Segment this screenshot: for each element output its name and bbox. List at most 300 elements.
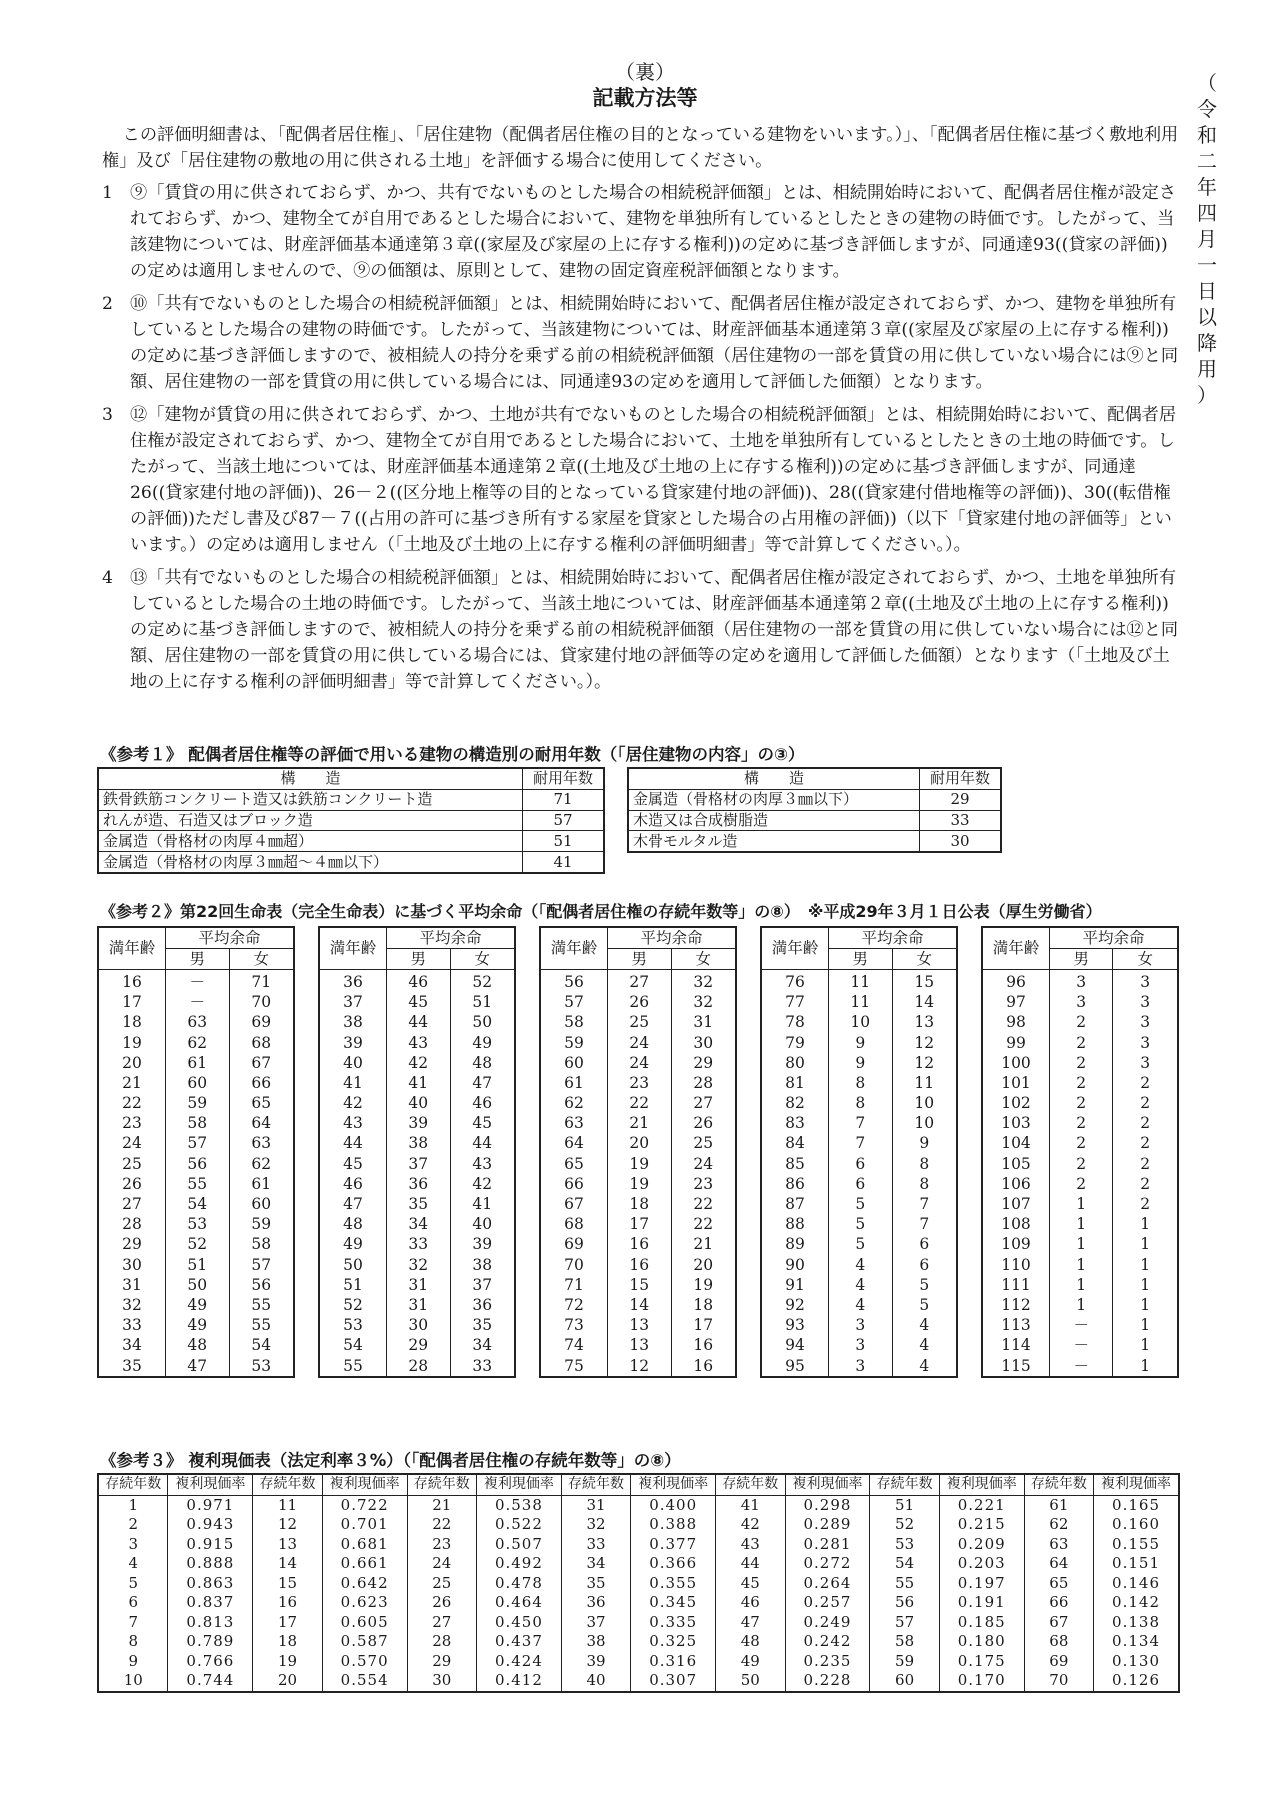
- duration-cell: 5: [98, 1574, 168, 1594]
- male-cell: 2: [1050, 1094, 1113, 1114]
- male-cell: 1: [1050, 1215, 1113, 1235]
- structure-row: [628, 831, 1001, 852]
- pv-row: [98, 1495, 1179, 1515]
- male-cell: 24: [608, 1053, 672, 1073]
- life-row: [761, 1013, 957, 1033]
- female-cell: 33: [450, 1356, 515, 1377]
- life-row: [98, 1215, 294, 1235]
- male-cell: 2: [1050, 1053, 1113, 1073]
- male-cell: 37: [387, 1154, 451, 1174]
- female-cell: 8: [892, 1154, 957, 1174]
- col-duration: 存続年数: [253, 1474, 322, 1495]
- instruction-item: [102, 402, 1182, 558]
- age-cell: 111: [982, 1275, 1050, 1295]
- structure-name: 金属造（骨格材の肉厚３㎜以下）: [628, 789, 920, 810]
- age-cell: 99: [982, 1033, 1050, 1053]
- male-cell: 1: [1050, 1194, 1113, 1214]
- pv-rate-cell: 0.605: [322, 1613, 407, 1633]
- male-cell: 18: [608, 1194, 672, 1214]
- age-cell: 74: [540, 1336, 608, 1356]
- structure-name: 金属造（骨格材の肉厚３㎜超～４㎜以下）: [98, 852, 523, 873]
- female-cell: 40: [450, 1215, 515, 1235]
- pv-rate-cell: 0.249: [785, 1613, 870, 1633]
- male-cell: 26: [608, 993, 672, 1013]
- male-cell: 10: [829, 1013, 893, 1033]
- life-row: [982, 1275, 1178, 1295]
- age-cell: 46: [319, 1174, 387, 1194]
- female-cell: 39: [450, 1235, 515, 1255]
- female-cell: 71: [229, 970, 294, 993]
- structure-row: [98, 852, 604, 873]
- col-structure: 構 造: [98, 768, 523, 789]
- male-cell: 60: [166, 1073, 230, 1093]
- age-cell: 78: [761, 1013, 829, 1033]
- female-cell: 4: [892, 1356, 957, 1377]
- female-cell: 7: [892, 1215, 957, 1235]
- female-cell: 6: [892, 1255, 957, 1275]
- side-note-char: 月: [1197, 227, 1217, 251]
- life-row: [982, 1053, 1178, 1073]
- life-row: [98, 1174, 294, 1194]
- duration-cell: 14: [253, 1554, 322, 1574]
- life-row: [540, 993, 736, 1013]
- pv-row: [98, 1613, 1179, 1633]
- life-row: [982, 1094, 1178, 1114]
- male-cell: 54: [166, 1194, 230, 1214]
- age-cell: 81: [761, 1073, 829, 1093]
- pv-rate-cell: 0.424: [477, 1652, 562, 1672]
- duration-cell: 61: [1024, 1495, 1093, 1515]
- life-row: [761, 1094, 957, 1114]
- col-pv-rate: 複利現価率: [785, 1474, 870, 1495]
- age-cell: 100: [982, 1053, 1050, 1073]
- male-cell: 34: [387, 1215, 451, 1235]
- life-row: [319, 1134, 515, 1154]
- duration-cell: 19: [253, 1652, 322, 1672]
- male-cell: －: [166, 970, 230, 993]
- male-cell: 30: [387, 1316, 451, 1336]
- item-text: ⑬「共有でないものとした場合の相続税評価額」とは、相続開始時において、配偶者居住権が設定されておらず、かつ、土地を単独所有しているとした場合の土地の時価です。したがって、当該土地については、財産評価基本通達第２章((土地及び土地の上に存する権利))の定めに基づき評価しますので、被相続人の持分を乗ずる前の相続税評価額（居住建物の一部を賃貸の用に供していない場合には⑫と同額、居住建物の一部を賃貸の用に供している場合には、貸家建付地の評価等の定めを適用して評価した価額）となります（「土地及び土地の上に存する権利の評価明細書」等で計算してください。）。: [130, 568, 1179, 692]
- pv-rate-cell: 0.863: [168, 1574, 253, 1594]
- pv-rate-cell: 0.264: [785, 1574, 870, 1594]
- pv-rate-cell: 0.165: [1094, 1495, 1179, 1515]
- pv-rate-cell: 0.180: [939, 1632, 1024, 1652]
- life-row: [982, 1255, 1178, 1275]
- pv-rate-cell: 0.235: [785, 1652, 870, 1672]
- female-cell: 61: [229, 1174, 294, 1194]
- duration-cell: 16: [253, 1593, 322, 1613]
- pv-rate-cell: 0.335: [631, 1613, 716, 1633]
- pv-rate-cell: 0.377: [631, 1535, 716, 1555]
- life-row: [540, 1154, 736, 1174]
- age-cell: 91: [761, 1275, 829, 1295]
- duration-cell: 60: [870, 1671, 939, 1692]
- age-cell: 52: [319, 1295, 387, 1315]
- male-cell: 2: [1050, 1154, 1113, 1174]
- female-cell: 5: [892, 1295, 957, 1315]
- side-note-char: 二: [1197, 149, 1217, 173]
- age-cell: 114: [982, 1336, 1050, 1356]
- age-cell: 66: [540, 1174, 608, 1194]
- col-pv-rate: 複利現価率: [631, 1474, 716, 1495]
- life-row: [98, 1094, 294, 1114]
- life-row: [761, 1053, 957, 1073]
- structure-years: 51: [523, 831, 605, 852]
- life-row: [319, 1114, 515, 1134]
- female-cell: 35: [450, 1316, 515, 1336]
- male-cell: 39: [387, 1114, 451, 1134]
- pv-rate-cell: 0.281: [785, 1535, 870, 1555]
- pv-rate-cell: 0.971: [168, 1495, 253, 1515]
- female-cell: 3: [1113, 970, 1178, 993]
- female-cell: 14: [892, 993, 957, 1013]
- col-male: 男: [387, 949, 451, 970]
- female-cell: 51: [450, 993, 515, 1013]
- female-cell: 8: [892, 1174, 957, 1194]
- structure-years: 30: [920, 831, 1002, 852]
- structure-name: 木骨モルタル造: [628, 831, 920, 852]
- female-cell: 47: [450, 1073, 515, 1093]
- female-cell: 12: [892, 1053, 957, 1073]
- age-cell: 80: [761, 1053, 829, 1073]
- pv-rate-cell: 0.570: [322, 1652, 407, 1672]
- female-cell: 46: [450, 1094, 515, 1114]
- age-cell: 37: [319, 993, 387, 1013]
- pv-rate-cell: 0.642: [322, 1574, 407, 1594]
- male-cell: 35: [387, 1194, 451, 1214]
- life-row: [982, 970, 1178, 993]
- male-cell: 50: [166, 1275, 230, 1295]
- male-cell: 43: [387, 1033, 451, 1053]
- pv-rate-cell: 0.623: [322, 1593, 407, 1613]
- ref1-title: 《参考１》 配偶者居住権等の評価で用いる建物の構造別の耐用年数（「居住建物の内容」の③）: [100, 745, 805, 764]
- duration-cell: 35: [561, 1574, 630, 1594]
- age-cell: 32: [98, 1295, 166, 1315]
- duration-cell: 50: [716, 1671, 785, 1692]
- col-pv-rate: 複利現価率: [939, 1474, 1024, 1495]
- pv-rate-cell: 0.766: [168, 1652, 253, 1672]
- male-cell: 22: [608, 1094, 672, 1114]
- pv-rate-cell: 0.138: [1094, 1613, 1179, 1633]
- instruction-list: [102, 180, 1182, 695]
- life-row: [761, 1336, 957, 1356]
- female-cell: 55: [229, 1295, 294, 1315]
- duration-cell: 10: [98, 1671, 168, 1692]
- duration-cell: 44: [716, 1554, 785, 1574]
- life-row: [319, 1154, 515, 1174]
- male-cell: 3: [829, 1356, 893, 1377]
- life-row: [319, 1053, 515, 1073]
- structure-table-left: [97, 767, 605, 874]
- age-cell: 69: [540, 1235, 608, 1255]
- age-cell: 40: [319, 1053, 387, 1073]
- col-life-expectancy: 平均余命: [608, 927, 737, 949]
- female-cell: 38: [450, 1255, 515, 1275]
- female-cell: 23: [671, 1174, 736, 1194]
- life-row: [540, 1275, 736, 1295]
- age-cell: 16: [98, 970, 166, 993]
- pv-rate-cell: 0.257: [785, 1593, 870, 1613]
- pv-rate-cell: 0.289: [785, 1515, 870, 1535]
- pv-rate-cell: 0.701: [322, 1515, 407, 1535]
- age-cell: 83: [761, 1114, 829, 1134]
- male-cell: 21: [608, 1114, 672, 1134]
- female-cell: 1: [1113, 1275, 1178, 1295]
- col-pv-rate: 複利現価率: [477, 1474, 562, 1495]
- col-male: 男: [1050, 949, 1113, 970]
- male-cell: 29: [387, 1336, 451, 1356]
- female-cell: 3: [1113, 1033, 1178, 1053]
- male-cell: 2: [1050, 1134, 1113, 1154]
- male-cell: 57: [166, 1134, 230, 1154]
- col-structure: 構 造: [628, 768, 920, 789]
- life-row: [540, 1013, 736, 1033]
- male-cell: 16: [608, 1255, 672, 1275]
- structure-row: [628, 810, 1001, 831]
- female-cell: 67: [229, 1053, 294, 1073]
- age-cell: 62: [540, 1094, 608, 1114]
- female-cell: 9: [892, 1134, 957, 1154]
- age-cell: 33: [98, 1316, 166, 1336]
- female-cell: 69: [229, 1013, 294, 1033]
- male-cell: 1: [1050, 1275, 1113, 1295]
- life-row: [761, 1255, 957, 1275]
- female-cell: 28: [671, 1073, 736, 1093]
- female-cell: 20: [671, 1255, 736, 1275]
- life-row: [540, 1053, 736, 1073]
- male-cell: 13: [608, 1336, 672, 1356]
- age-cell: 88: [761, 1215, 829, 1235]
- male-cell: 4: [829, 1295, 893, 1315]
- male-cell: 8: [829, 1094, 893, 1114]
- duration-cell: 45: [716, 1574, 785, 1594]
- duration-cell: 65: [1024, 1574, 1093, 1594]
- life-row: [98, 1033, 294, 1053]
- male-cell: 5: [829, 1194, 893, 1214]
- duration-cell: 7: [98, 1613, 168, 1633]
- male-cell: 19: [608, 1174, 672, 1194]
- age-cell: 106: [982, 1174, 1050, 1194]
- life-row: [98, 1013, 294, 1033]
- duration-cell: 43: [716, 1535, 785, 1555]
- pv-rate-cell: 0.355: [631, 1574, 716, 1594]
- age-cell: 45: [319, 1154, 387, 1174]
- side-note-char: 降: [1197, 331, 1217, 355]
- life-row: [319, 1174, 515, 1194]
- pv-rate-cell: 0.813: [168, 1613, 253, 1633]
- age-cell: 113: [982, 1316, 1050, 1336]
- male-cell: 14: [608, 1295, 672, 1315]
- pv-rate-cell: 0.722: [322, 1495, 407, 1515]
- female-cell: 29: [671, 1053, 736, 1073]
- pv-row: [98, 1554, 1179, 1574]
- life-row: [98, 1235, 294, 1255]
- item-text: ⑩「共有でないものとした場合の相続税評価額」とは、相続開始時において、配偶者居住権が設定されておらず、かつ、建物を単独所有しているとした場合の建物の時価です。したがって、当該建物については、財産評価基本通達第３章((家屋及び家屋の上に存する権利))の定めに基づき評価しますので、被相続人の持分を乗ずる前の相続税評価額（居住建物の一部を賃貸の用に供していない場合には⑨と同額、居住建物の一部を賃貸の用に供している場合には、同通達93の定めを適用して評価した価額）となります。: [130, 294, 1179, 392]
- col-life-expectancy: 平均余命: [1050, 927, 1179, 949]
- female-cell: 3: [1113, 1053, 1178, 1073]
- age-cell: 42: [319, 1094, 387, 1114]
- life-table: [539, 926, 737, 1378]
- life-row: [98, 1275, 294, 1295]
- duration-cell: 55: [870, 1574, 939, 1594]
- pv-rate-cell: 0.175: [939, 1652, 1024, 1672]
- female-cell: 57: [229, 1255, 294, 1275]
- duration-cell: 39: [561, 1652, 630, 1672]
- female-cell: 66: [229, 1073, 294, 1093]
- age-cell: 65: [540, 1154, 608, 1174]
- age-cell: 56: [540, 970, 608, 993]
- female-cell: 56: [229, 1275, 294, 1295]
- male-cell: 11: [829, 970, 893, 993]
- col-age: 満年齢: [761, 927, 829, 970]
- side-note-char: 和: [1197, 123, 1217, 147]
- pv-rate-cell: 0.203: [939, 1554, 1024, 1574]
- age-cell: 64: [540, 1134, 608, 1154]
- col-pv-rate: 複利現価率: [1094, 1474, 1179, 1495]
- life-row: [540, 1235, 736, 1255]
- female-cell: 43: [450, 1154, 515, 1174]
- col-duration: 存続年数: [716, 1474, 785, 1495]
- age-cell: 21: [98, 1073, 166, 1093]
- life-row: [540, 1134, 736, 1154]
- col-duration: 存続年数: [1024, 1474, 1093, 1495]
- age-cell: 112: [982, 1295, 1050, 1315]
- structure-row: [98, 810, 604, 831]
- pv-rate-cell: 0.450: [477, 1613, 562, 1633]
- life-row: [982, 1154, 1178, 1174]
- female-cell: 54: [229, 1336, 294, 1356]
- male-cell: 62: [166, 1033, 230, 1053]
- pv-rate-cell: 0.554: [322, 1671, 407, 1692]
- male-cell: －: [1050, 1336, 1113, 1356]
- male-cell: 49: [166, 1295, 230, 1315]
- female-cell: 25: [671, 1134, 736, 1154]
- life-row: [540, 1336, 736, 1356]
- female-cell: 19: [671, 1275, 736, 1295]
- male-cell: 24: [608, 1033, 672, 1053]
- side-note-char: 以: [1197, 305, 1217, 329]
- female-cell: 32: [671, 993, 736, 1013]
- age-cell: 89: [761, 1235, 829, 1255]
- life-row: [761, 1235, 957, 1255]
- female-cell: 7: [892, 1194, 957, 1214]
- female-cell: 2: [1113, 1194, 1178, 1214]
- male-cell: 4: [829, 1255, 893, 1275]
- male-cell: 27: [608, 970, 672, 993]
- age-cell: 85: [761, 1154, 829, 1174]
- age-cell: 72: [540, 1295, 608, 1315]
- age-cell: 54: [319, 1336, 387, 1356]
- pv-rate-cell: 0.134: [1094, 1632, 1179, 1652]
- male-cell: 42: [387, 1053, 451, 1073]
- instruction-item: [102, 565, 1182, 695]
- page-header: [0, 60, 1280, 112]
- pv-rate-cell: 0.464: [477, 1593, 562, 1613]
- age-cell: 98: [982, 1013, 1050, 1033]
- page-title: 記載方法等: [592, 85, 698, 110]
- age-cell: 101: [982, 1073, 1050, 1093]
- col-duration: 存続年数: [870, 1474, 939, 1495]
- col-female: 女: [1113, 949, 1178, 970]
- age-cell: 25: [98, 1154, 166, 1174]
- female-cell: 34: [450, 1336, 515, 1356]
- life-row: [540, 1094, 736, 1114]
- male-cell: 31: [387, 1295, 451, 1315]
- life-row: [540, 1033, 736, 1053]
- pv-row: [98, 1593, 1179, 1613]
- structure-years: 29: [920, 789, 1002, 810]
- duration-cell: 30: [407, 1671, 476, 1692]
- life-row: [982, 1316, 1178, 1336]
- male-cell: 36: [387, 1174, 451, 1194]
- pv-rate-cell: 0.345: [631, 1593, 716, 1613]
- age-cell: 30: [98, 1255, 166, 1275]
- male-cell: 53: [166, 1215, 230, 1235]
- structure-years: 33: [920, 810, 1002, 831]
- female-cell: 1: [1113, 1356, 1178, 1377]
- male-cell: 3: [829, 1336, 893, 1356]
- duration-cell: 24: [407, 1554, 476, 1574]
- age-cell: 92: [761, 1295, 829, 1315]
- pv-rate-cell: 0.242: [785, 1632, 870, 1652]
- duration-cell: 17: [253, 1613, 322, 1633]
- male-cell: 55: [166, 1174, 230, 1194]
- female-cell: 52: [450, 970, 515, 993]
- age-cell: 59: [540, 1033, 608, 1053]
- life-row: [540, 1255, 736, 1275]
- side-note-char: 令: [1197, 97, 1217, 121]
- life-row: [982, 1174, 1178, 1194]
- instructions: [102, 122, 1182, 702]
- female-cell: 1: [1113, 1215, 1178, 1235]
- male-cell: 1: [1050, 1255, 1113, 1275]
- instruction-item: [102, 291, 1182, 395]
- male-cell: 6: [829, 1174, 893, 1194]
- col-life-expectancy: 平均余命: [387, 927, 516, 949]
- pv-row: [98, 1652, 1179, 1672]
- duration-cell: 47: [716, 1613, 785, 1633]
- pv-rate-cell: 0.221: [939, 1495, 1024, 1515]
- pv-rate-cell: 0.412: [477, 1671, 562, 1692]
- female-cell: 44: [450, 1134, 515, 1154]
- age-cell: 38: [319, 1013, 387, 1033]
- life-row: [319, 1356, 515, 1377]
- female-cell: 50: [450, 1013, 515, 1033]
- male-cell: 8: [829, 1073, 893, 1093]
- male-cell: 25: [608, 1013, 672, 1033]
- male-cell: 56: [166, 1154, 230, 1174]
- pv-rate-cell: 0.437: [477, 1632, 562, 1652]
- age-cell: 90: [761, 1255, 829, 1275]
- age-cell: 19: [98, 1033, 166, 1053]
- female-cell: 17: [671, 1316, 736, 1336]
- duration-cell: 56: [870, 1593, 939, 1613]
- pv-rate-cell: 0.155: [1094, 1535, 1179, 1555]
- life-row: [319, 1073, 515, 1093]
- life-row: [98, 1073, 294, 1093]
- pv-row: [98, 1535, 1179, 1555]
- age-cell: 57: [540, 993, 608, 1013]
- age-cell: 97: [982, 993, 1050, 1013]
- duration-cell: 34: [561, 1554, 630, 1574]
- age-cell: 77: [761, 993, 829, 1013]
- pv-rate-cell: 0.160: [1094, 1515, 1179, 1535]
- male-cell: 20: [608, 1134, 672, 1154]
- age-cell: 87: [761, 1194, 829, 1214]
- pv-row: [98, 1515, 1179, 1535]
- duration-cell: 13: [253, 1535, 322, 1555]
- side-note-char: （: [1197, 71, 1217, 95]
